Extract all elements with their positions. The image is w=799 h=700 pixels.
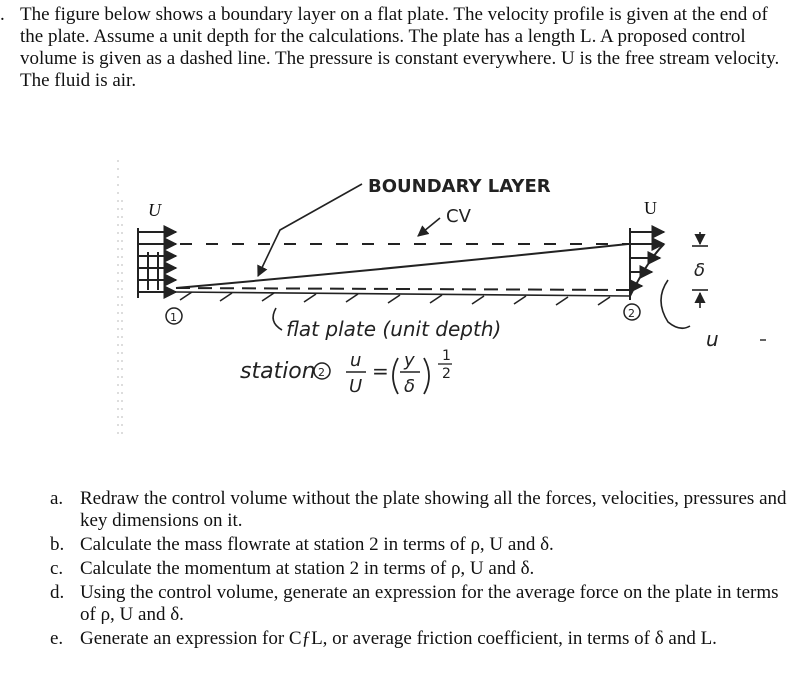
question-e: [45, 628, 795, 650]
svg-text:1: 1: [170, 311, 177, 324]
boundary-layer-leader: [258, 184, 362, 276]
svg-text:2: 2: [318, 366, 325, 379]
question-text: Redraw the control volume without the plate showing all the forces, velocities, pressures and key dimensions on it.: [80, 488, 787, 531]
svg-text:u: u: [350, 350, 362, 371]
boundary-layer-figure: [0, 140, 799, 490]
question-letter: b.: [50, 534, 65, 555]
boundary-layer-label: BOUNDARY LAYER: [368, 176, 551, 197]
svg-text:U: U: [349, 376, 363, 397]
problem-statement: [0, 4, 790, 91]
flat-plate-caption: flat plate (unit depth): [286, 317, 502, 341]
u-leader-arc: [661, 280, 690, 328]
question-letter: d.: [50, 582, 65, 603]
svg-text:2: 2: [442, 366, 451, 382]
question-d: [45, 582, 795, 626]
svg-text:2: 2: [628, 307, 635, 320]
list-marker: .: [0, 4, 5, 25]
question-text: Using the control volume, generate an expression for the average force on the plate in terms of ρ, U and δ.: [80, 582, 779, 625]
svg-text:=: =: [372, 359, 389, 383]
local-velocity-u: u: [706, 327, 719, 351]
delta-symbol: δ: [694, 260, 706, 281]
freestream-u-left: U: [148, 200, 161, 220]
cv-leader: [418, 218, 440, 236]
question-b: [45, 534, 795, 556]
svg-text:station: station: [240, 359, 316, 384]
outlet-velocity-profile: [630, 228, 664, 300]
velocity-profile-equation: [240, 348, 452, 397]
question-c: [45, 558, 795, 580]
station-1-marker: [166, 308, 182, 324]
question-list: [45, 488, 795, 652]
inlet-velocity-profile: [138, 228, 176, 298]
svg-text:y: y: [404, 350, 415, 371]
svg-text:δ: δ: [404, 376, 416, 397]
freestream-u-right: U: [644, 198, 657, 218]
flat-plate: [176, 292, 630, 305]
question-letter: c.: [50, 558, 64, 579]
question-letter: a.: [50, 488, 64, 509]
question-text: Calculate the mass flowrate at station 2 in terms of ρ, U and δ.: [80, 534, 554, 555]
scan-artifacts: [118, 160, 122, 440]
boundary-layer-edge: [176, 244, 628, 288]
control-volume-bottom: [176, 288, 630, 290]
problem-text: The figure below shows a boundary layer on a flat plate. The velocity profile is given at the end of the plate. Assume a unit depth for the calculations. The plate has a length L. A proposed control volume is given as a dashed line. The pressure is constant everywhere. U is the free stream velocity. The fluid is air.: [20, 4, 780, 91]
station-2-marker: [624, 304, 640, 320]
plate-caption-bracket: [273, 308, 282, 330]
question-a: [45, 488, 795, 532]
cv-label: CV: [446, 206, 471, 227]
svg-text:1: 1: [442, 348, 451, 364]
question-text: Generate an expression for CƒL, or average friction coefficient, in terms of δ and L.: [80, 628, 717, 649]
question-letter: e.: [50, 628, 64, 649]
question-text: Calculate the momentum at station 2 in terms of ρ, U and δ.: [80, 558, 535, 579]
